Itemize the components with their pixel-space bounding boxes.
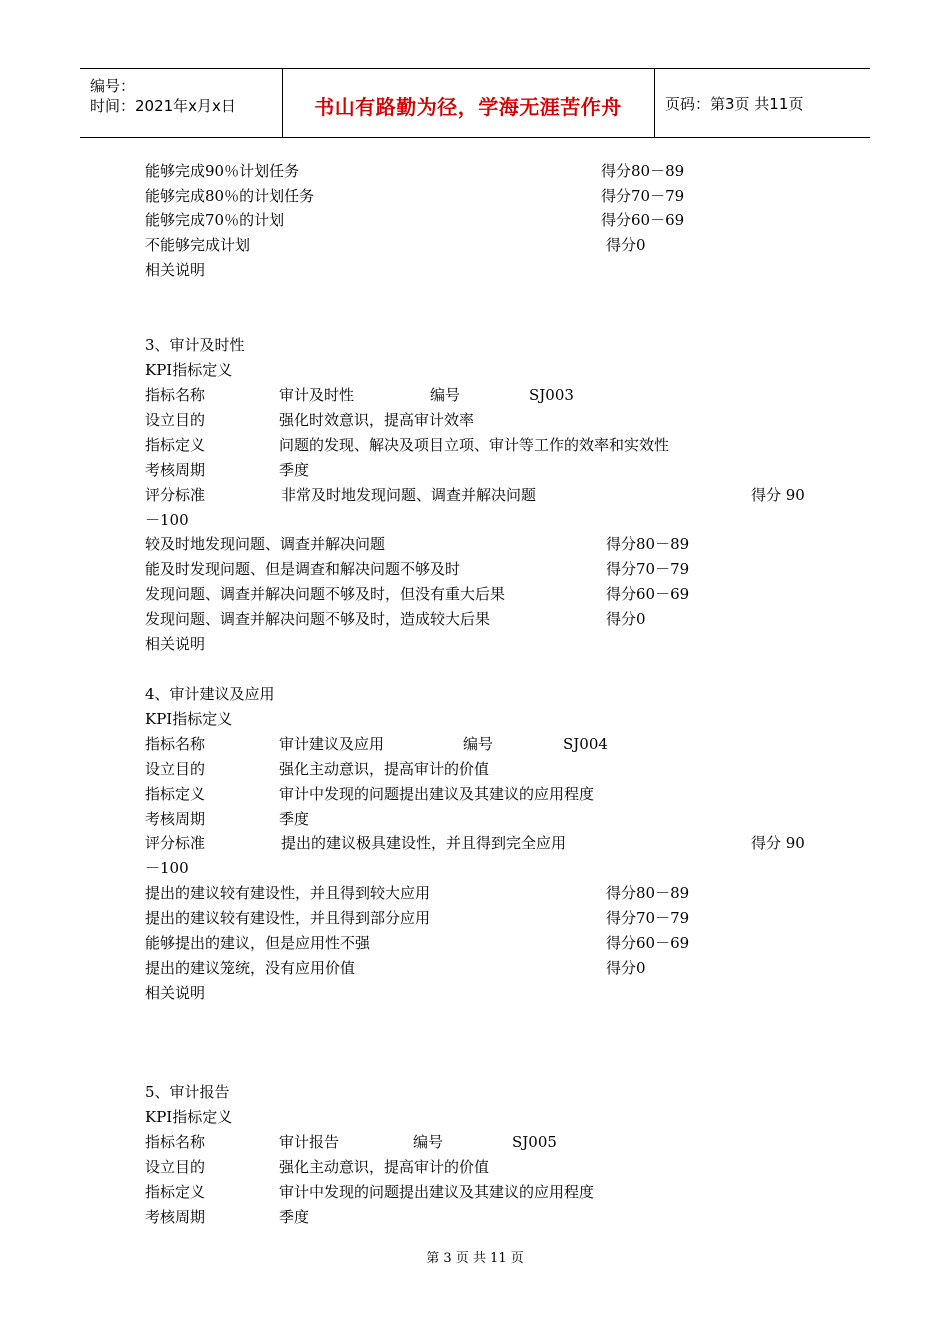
field-label: 设立目的 (145, 411, 206, 429)
kpi-definition-title: KPI指标定义 (145, 1108, 233, 1126)
field-label: 设立目的 (145, 1158, 206, 1176)
page-footer: 第 3 页 共 11 页 (426, 1251, 524, 1266)
header-page-cell (655, 69, 870, 137)
field-label: 考核周期 (145, 461, 206, 479)
criteria-score: 得分 90 (751, 486, 805, 504)
related-notes-label: 相关说明 (145, 261, 206, 279)
criteria-text: 不能够完成计划 (145, 236, 251, 254)
code-value: SJ003 (529, 386, 574, 404)
kpi-definition-title: KPI指标定义 (145, 710, 233, 728)
criteria-score: 得分60－69 (601, 211, 685, 229)
field-value: 审计中发现的问题提出建议及其建议的应用程度 (279, 1183, 595, 1201)
field-value: 季度 (279, 810, 310, 828)
field-label: 评分标准 (145, 834, 206, 852)
related-notes-label: 相关说明 (145, 635, 206, 653)
code-label: 编号 (430, 386, 461, 404)
criteria-score: 得分60－69 (606, 934, 690, 952)
criteria-score: 得分80－89 (606, 535, 690, 553)
criteria-score-cont: －100 (145, 511, 189, 529)
criteria-text: 能够完成80％的计划任务 (145, 187, 315, 205)
criteria-score-cont: －100 (145, 859, 189, 877)
field-label: 考核周期 (145, 1208, 206, 1226)
field-label: 指标定义 (145, 1183, 206, 1201)
field-label: 指标名称 (145, 735, 206, 753)
header-info-cell (80, 69, 283, 137)
field-label: 指标名称 (145, 1133, 206, 1151)
criteria-score: 得分60－69 (606, 585, 690, 603)
field-label: 评分标准 (145, 486, 206, 504)
field-label: 指标定义 (145, 436, 206, 454)
criteria-score: 得分80－89 (606, 884, 690, 902)
criteria-score: 得分70－79 (606, 560, 690, 578)
field-value: 季度 (279, 1208, 310, 1226)
criteria-score: 得分0 (606, 610, 646, 628)
field-value: 非常及时地发现问题、调查并解决问题 (281, 486, 537, 504)
field-label: 考核周期 (145, 810, 206, 828)
criteria-text: 较及时地发现问题、调查并解决问题 (145, 535, 386, 553)
field-label: 设立目的 (145, 760, 206, 778)
criteria-text: 提出的建议较有建设性，并且得到较大应用 (145, 884, 431, 902)
criteria-text: 能及时发现问题、但是调查和解决问题不够及时 (145, 560, 461, 578)
kpi-definition-title: KPI指标定义 (145, 361, 233, 379)
field-value: 强化时效意识，提高审计效率 (279, 411, 475, 429)
section-heading: 5、审计报告 (145, 1083, 230, 1101)
section-heading: 4、审计建议及应用 (145, 685, 275, 703)
field-value: 季度 (279, 461, 310, 479)
criteria-score: 得分70－79 (606, 909, 690, 927)
page-header (80, 68, 870, 138)
header-motto-cell (282, 69, 655, 137)
field-value: 审计报告 (279, 1133, 340, 1151)
field-value: 审计中发现的问题提出建议及其建议的应用程度 (279, 785, 595, 803)
related-notes-label: 相关说明 (145, 984, 206, 1002)
criteria-text: 提出的建议笼统，没有应用价值 (145, 959, 356, 977)
doc-number-label: 编号： (90, 77, 136, 95)
field-value: 强化主动意识，提高审计的价值 (279, 1158, 490, 1176)
criteria-score: 得分 90 (751, 834, 805, 852)
field-value: 问题的发现、解决及项目立项、审计等工作的效率和实效性 (279, 436, 670, 454)
page-code: 页码：第3页 共11页 (665, 95, 804, 113)
criteria-score: 得分70－79 (601, 187, 685, 205)
criteria-text: 发现问题、调查并解决问题不够及时，但没有重大后果 (145, 585, 506, 603)
code-value: SJ004 (563, 735, 608, 753)
field-label: 指标名称 (145, 386, 206, 404)
criteria-score: 得分0 (606, 959, 646, 977)
criteria-text: 能够提出的建议，但是应用性不强 (145, 934, 371, 952)
criteria-text: 能够完成90％计划任务 (145, 162, 300, 180)
code-value: SJ005 (512, 1133, 557, 1151)
date-label: 时间：2021年x月x日 (90, 97, 236, 115)
code-label: 编号 (463, 735, 494, 753)
field-value: 审计建议及应用 (279, 735, 385, 753)
field-value: 强化主动意识，提高审计的价值 (279, 760, 490, 778)
criteria-score: 得分0 (606, 236, 646, 254)
section-heading: 3、审计及时性 (145, 336, 245, 354)
field-label: 指标定义 (145, 785, 206, 803)
field-value: 审计及时性 (279, 386, 355, 404)
criteria-text: 提出的建议较有建设性，并且得到部分应用 (145, 909, 431, 927)
motto-text: 书山有路勤为径，学海无涯苦作舟 (314, 95, 622, 119)
criteria-text: 能够完成70％的计划 (145, 211, 285, 229)
field-value: 提出的建议极具建设性，并且得到完全应用 (281, 834, 567, 852)
criteria-score: 得分80－89 (601, 162, 685, 180)
criteria-text: 发现问题、调查并解决问题不够及时，造成较大后果 (145, 610, 491, 628)
code-label: 编号 (413, 1133, 444, 1151)
